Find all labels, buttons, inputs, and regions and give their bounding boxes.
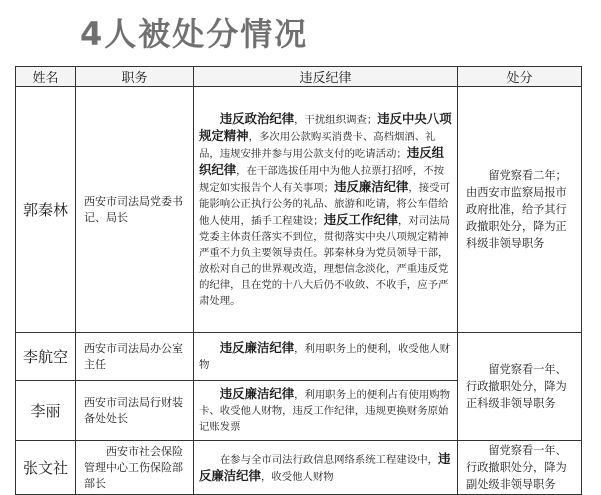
violation-keyword: 违反政治纪律 xyxy=(219,110,295,126)
row-violation xyxy=(194,381,458,441)
violation-text: ，接受可能影响公正执行公务的礼品、旅游和吃请，将公车借给他人使用，插手工程建设； xyxy=(199,181,450,227)
violation-keyword: 违反中央八项规定精神 xyxy=(199,110,452,143)
header-violation: 违反纪律 xyxy=(194,67,458,87)
violation-keyword: 违反廉洁纪律 xyxy=(199,450,451,483)
violation-text: 在参与全市司法行政信息网络系统工程建设中， xyxy=(219,453,438,466)
table-header-row xyxy=(16,67,582,87)
violation-text: ，对司法局党委主体责任落实不到位，贯彻落实中央八项规定精神严重不力负主要领导责任。郭秦林身为党员领导干部，放松对自己的世界观改造，理想信念淡化，严重违反党的纪律，且在党的十八大后仍不收敛、不收手，应予严肃处理。 xyxy=(199,214,450,307)
table-row xyxy=(16,87,582,333)
violation-text: ，收受他人财物 xyxy=(260,470,334,483)
row-violation xyxy=(194,87,458,333)
violation-text: ，利用职务上的便利，收受他人财物 xyxy=(199,343,450,371)
header-name: 姓名 xyxy=(16,67,76,87)
page-title: 4人被处分情况 xyxy=(80,15,309,53)
row-name: 郭秦林 xyxy=(16,87,76,333)
table-row xyxy=(16,441,582,495)
table-row xyxy=(16,333,582,381)
violation-keyword: 违反廉洁纪律 xyxy=(219,340,295,355)
row-post: 西安市司法局办公室主任 xyxy=(76,333,194,381)
violation-text: ，多次用公款购买消费卡、高档烟酒、礼品，违规安排并参与用公款支付的吃请活动； xyxy=(199,130,436,160)
discipline-table xyxy=(15,66,582,495)
row-post: 西安市司法局行财装备处处长 xyxy=(76,381,194,441)
violation-keyword: 违反工作纪律 xyxy=(323,211,399,227)
row-post: 西安市司法局党委书记、局长 xyxy=(76,87,194,333)
violation-text: ，利用职务上的便利占有使用购物卡、收受他人财物，违反工作纪律，违规更换财务原始记账发票 xyxy=(199,389,450,433)
violation-text: ，干扰组织调查； xyxy=(294,113,378,126)
violation-text: ，在干部选拔任用中为他人拉票打招呼，不按规定如实报告个人有关事项； xyxy=(199,164,444,194)
row-name: 张文社 xyxy=(16,441,76,495)
row-post: 西安市社会保险管理中心工伤保险部部长 xyxy=(76,441,194,495)
violation-keyword: 违反廉洁纪律 xyxy=(334,178,409,194)
violation-keyword: 违反廉洁纪律 xyxy=(219,386,295,401)
row-punishment: 留党察看二年；由西安市监察局报市政府批准，给予其行政撤职处分，降为正科级非领导职务 xyxy=(458,87,582,333)
header-punishment: 处分 xyxy=(458,67,582,87)
row-punishment: 留党察看一年、行政撤职处分，降为副处级非领导职务 xyxy=(458,441,582,495)
violation-keyword: 违反组织纪律 xyxy=(199,144,444,177)
row-violation xyxy=(194,441,458,495)
row-violation xyxy=(194,333,458,381)
header-post: 职务 xyxy=(76,67,194,87)
row-name: 李航空 xyxy=(16,333,76,381)
row-name: 李丽 xyxy=(16,381,76,441)
row-punishment: 留党察看一年、行政撤职处分，降为正科级非领导职务 xyxy=(458,333,582,441)
